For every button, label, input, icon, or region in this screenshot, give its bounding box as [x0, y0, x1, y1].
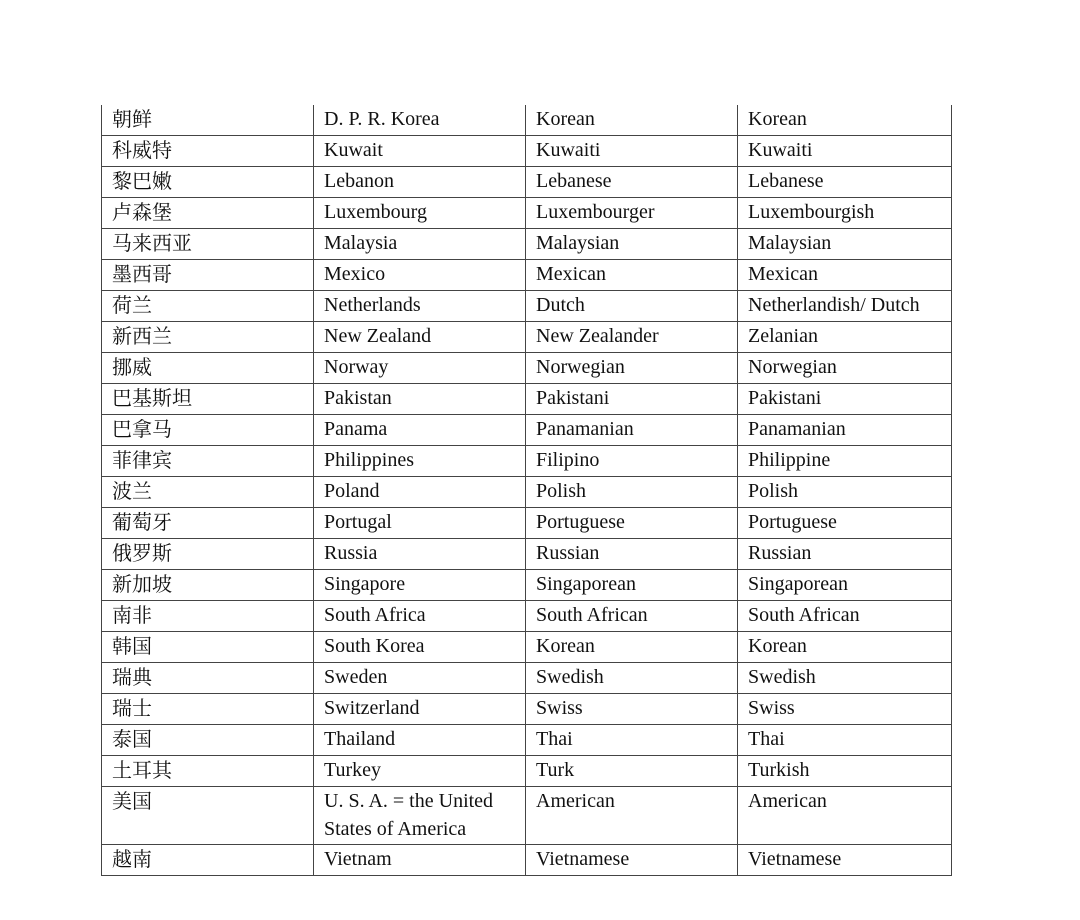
chinese-name-cell: 瑞典: [102, 663, 314, 694]
person-cell: Singaporean: [526, 570, 738, 601]
table-row: [102, 353, 952, 384]
person-cell: Swiss: [526, 694, 738, 725]
country-cell: Turkey: [314, 756, 526, 787]
person-cell: Lebanese: [526, 167, 738, 198]
person-cell: Filipino: [526, 446, 738, 477]
table-row: [102, 105, 952, 136]
table-row: [102, 322, 952, 353]
country-cell: Kuwait: [314, 136, 526, 167]
table-row: [102, 167, 952, 198]
chinese-name-cell: 俄罗斯: [102, 539, 314, 570]
adjective-cell: Swedish: [738, 663, 952, 694]
country-cell: Malaysia: [314, 229, 526, 260]
chinese-name-cell: 波兰: [102, 477, 314, 508]
chinese-name-cell: 瑞士: [102, 694, 314, 725]
chinese-name-cell: 新加坡: [102, 570, 314, 601]
person-cell: Mexican: [526, 260, 738, 291]
adjective-cell: Singaporean: [738, 570, 952, 601]
adjective-cell: American: [738, 787, 952, 845]
chinese-name-cell: 南非: [102, 601, 314, 632]
country-cell: Sweden: [314, 663, 526, 694]
chinese-name-cell: 新西兰: [102, 322, 314, 353]
table-row: [102, 291, 952, 322]
chinese-name-cell: 越南: [102, 845, 314, 876]
country-cell: Singapore: [314, 570, 526, 601]
table-row: [102, 632, 952, 663]
chinese-name-cell: 马来西亚: [102, 229, 314, 260]
chinese-name-cell: 荷兰: [102, 291, 314, 322]
chinese-name-cell: 朝鲜: [102, 105, 314, 136]
adjective-cell: Zelanian: [738, 322, 952, 353]
table-row: [102, 725, 952, 756]
person-cell: Polish: [526, 477, 738, 508]
person-cell: Kuwaiti: [526, 136, 738, 167]
chinese-name-cell: 葡萄牙: [102, 508, 314, 539]
table-row: [102, 136, 952, 167]
country-cell: South Africa: [314, 601, 526, 632]
country-cell: D. P. R. Korea: [314, 105, 526, 136]
table-row: [102, 663, 952, 694]
country-cell: Vietnam: [314, 845, 526, 876]
country-cell: Norway: [314, 353, 526, 384]
country-cell: Portugal: [314, 508, 526, 539]
adjective-cell: Thai: [738, 725, 952, 756]
table-row: [102, 446, 952, 477]
table-row: [102, 601, 952, 632]
person-cell: Portuguese: [526, 508, 738, 539]
adjective-cell: Swiss: [738, 694, 952, 725]
country-cell: Netherlands: [314, 291, 526, 322]
chinese-name-cell: 卢森堡: [102, 198, 314, 229]
adjective-cell: Vietnamese: [738, 845, 952, 876]
country-cell: Switzerland: [314, 694, 526, 725]
chinese-name-cell: 巴基斯坦: [102, 384, 314, 415]
person-cell: Luxembourger: [526, 198, 738, 229]
adjective-cell: Polish: [738, 477, 952, 508]
adjective-cell: Russian: [738, 539, 952, 570]
adjective-cell: Mexican: [738, 260, 952, 291]
country-cell: Pakistan: [314, 384, 526, 415]
chinese-name-cell: 泰国: [102, 725, 314, 756]
chinese-name-cell: 科威特: [102, 136, 314, 167]
person-cell: American: [526, 787, 738, 845]
person-cell: Swedish: [526, 663, 738, 694]
country-nationality-table: [101, 105, 952, 876]
table-row: [102, 198, 952, 229]
table-row: [102, 477, 952, 508]
country-cell: Philippines: [314, 446, 526, 477]
adjective-cell: Portuguese: [738, 508, 952, 539]
adjective-cell: Philippine: [738, 446, 952, 477]
table-row: [102, 260, 952, 291]
country-cell: South Korea: [314, 632, 526, 663]
adjective-cell: Kuwaiti: [738, 136, 952, 167]
chinese-name-cell: 墨西哥: [102, 260, 314, 291]
country-cell: U. S. A. = the United States of America: [314, 787, 526, 845]
person-cell: Panamanian: [526, 415, 738, 446]
adjective-cell: Pakistani: [738, 384, 952, 415]
country-cell: Panama: [314, 415, 526, 446]
adjective-cell: Norwegian: [738, 353, 952, 384]
person-cell: Turk: [526, 756, 738, 787]
person-cell: Thai: [526, 725, 738, 756]
adjective-cell: Korean: [738, 632, 952, 663]
person-cell: Korean: [526, 632, 738, 663]
person-cell: Korean: [526, 105, 738, 136]
adjective-cell: Netherlandish/ Dutch: [738, 291, 952, 322]
table-row: [102, 508, 952, 539]
adjective-cell: South African: [738, 601, 952, 632]
table-row: [102, 539, 952, 570]
table-row: [102, 787, 952, 845]
chinese-name-cell: 巴拿马: [102, 415, 314, 446]
adjective-cell: Korean: [738, 105, 952, 136]
table-row: [102, 384, 952, 415]
person-cell: Vietnamese: [526, 845, 738, 876]
country-cell: New Zealand: [314, 322, 526, 353]
table-row: [102, 415, 952, 446]
chinese-name-cell: 韩国: [102, 632, 314, 663]
adjective-cell: Panamanian: [738, 415, 952, 446]
person-cell: Dutch: [526, 291, 738, 322]
country-cell: Russia: [314, 539, 526, 570]
table-row: [102, 694, 952, 725]
country-cell: Lebanon: [314, 167, 526, 198]
person-cell: Malaysian: [526, 229, 738, 260]
chinese-name-cell: 挪威: [102, 353, 314, 384]
country-cell: Poland: [314, 477, 526, 508]
table-row: [102, 570, 952, 601]
table-row: [102, 845, 952, 876]
adjective-cell: Malaysian: [738, 229, 952, 260]
person-cell: Pakistani: [526, 384, 738, 415]
table-row: [102, 756, 952, 787]
person-cell: Norwegian: [526, 353, 738, 384]
country-cell: Mexico: [314, 260, 526, 291]
country-cell: Thailand: [314, 725, 526, 756]
adjective-cell: Lebanese: [738, 167, 952, 198]
person-cell: New Zealander: [526, 322, 738, 353]
chinese-name-cell: 菲律宾: [102, 446, 314, 477]
country-cell: Luxembourg: [314, 198, 526, 229]
person-cell: Russian: [526, 539, 738, 570]
adjective-cell: Turkish: [738, 756, 952, 787]
person-cell: South African: [526, 601, 738, 632]
table-row: [102, 229, 952, 260]
chinese-name-cell: 黎巴嫩: [102, 167, 314, 198]
chinese-name-cell: 土耳其: [102, 756, 314, 787]
chinese-name-cell: 美国: [102, 787, 314, 845]
adjective-cell: Luxembourgish: [738, 198, 952, 229]
